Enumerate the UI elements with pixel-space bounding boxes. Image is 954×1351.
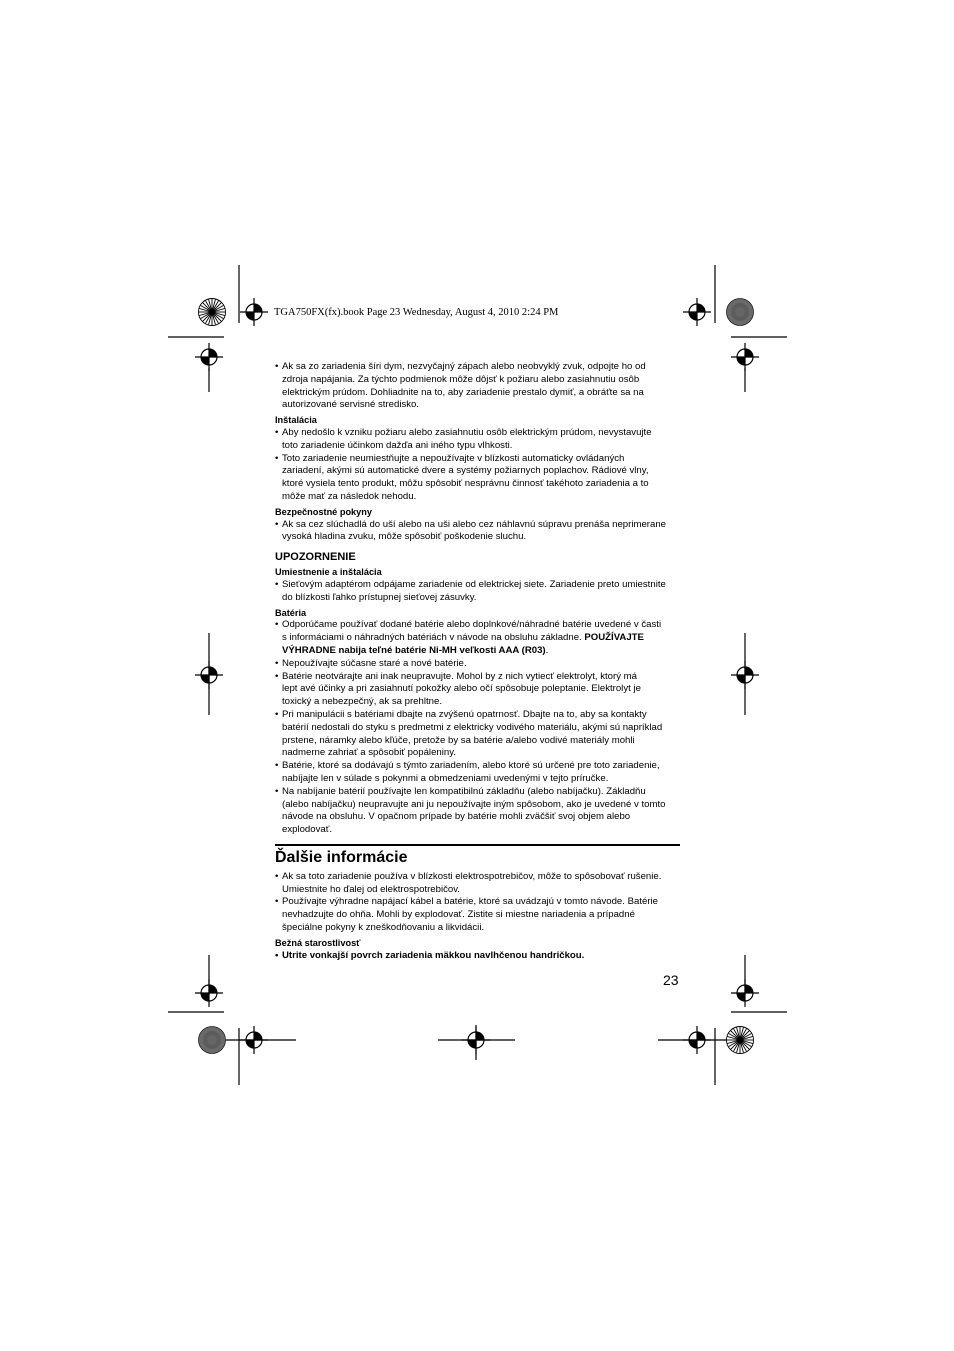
text-line: Aby nedošlo k vzniku požiaru alebo zasiahnutiu osôb elektrickým prúdom, nevystavujte	[282, 426, 652, 438]
care-list	[275, 950, 680, 963]
list-item	[275, 453, 680, 504]
text-line: Na nabíjanie batérií používajte len kompatibilnú základňu (alebo nabíjačku). Základňu	[282, 785, 646, 797]
text-line: Nepoužívajte súčasne staré a nové batérie.	[282, 657, 467, 669]
text-line	[282, 632, 680, 645]
bullet: •	[275, 426, 279, 438]
bullet: •	[275, 896, 279, 908]
list-item	[275, 519, 680, 545]
text-line: Batérie, ktoré sa dodávajú s týmto zariadením, alebo ktoré sú určené pre toto zariadenie,	[282, 760, 660, 772]
text-line: Ak sa toto zariadenie používa v blízkosti elektrospotrebičov, môže to spôsobovať rušenie.	[282, 870, 662, 882]
text-line: špeciálne pokyny k zneškodňovaniu a likvidácii.	[282, 922, 485, 934]
page-content	[275, 361, 680, 962]
text-line: toto zariadenie účinkom dažďa ani iného typu vlhkosti.	[282, 439, 513, 451]
text-line: zdroja napájania. Za týchto podmienok môže dôjsť k požiaru alebo zasiahnutiu osôb	[282, 373, 640, 385]
text-line: Batérie neotvárajte ani inak neupravujte. Mohol by z nich vytiecť elektrolyt, ktorý má	[282, 670, 638, 682]
intro-warning	[275, 361, 680, 412]
text-line: Sieťovým adaptérom odpájame zariadenie od elektrickej siete. Zariadenie preto umiestnite	[282, 578, 666, 590]
bullet: •	[275, 518, 279, 530]
text-line: môže mať za následok nehodu.	[282, 490, 417, 502]
subheading-safety: Bezpečnostné pokyny	[275, 506, 373, 517]
text-line: autorizované servisné stredisko.	[282, 399, 420, 411]
list-item	[275, 658, 680, 671]
battery-list	[275, 619, 680, 837]
list-item	[275, 427, 680, 453]
more-info-list	[275, 871, 680, 935]
list-item	[275, 950, 680, 963]
text-line: Toto zariadenie neumiestňujte a nepoužívajte v blízkosti automaticky ovládaných	[282, 452, 625, 464]
text-line: lept avé účinky a pri zasiahnutí pokožky alebo očí spôsobuje poleptanie. Elektrolyt je	[282, 683, 641, 695]
text-line: (alebo nabíjačku) neupravujte ani ju nepoužívajte iným spôsobom, ako je uvedené v tomto	[282, 798, 666, 810]
page-number: 23	[663, 972, 679, 988]
text-run: s informáciami o náhradných batériách v návode na obsluhu základne.	[282, 632, 585, 644]
text-line	[282, 645, 680, 658]
bullet: •	[275, 670, 279, 682]
subheading-placement: Umiestnenie a inštalácia	[275, 567, 382, 578]
caution-heading: UPOZORNENIE	[275, 551, 356, 564]
bullet: •	[275, 708, 279, 720]
bullet: •	[275, 760, 279, 772]
text-line: nevhadzujte do ohňa. Mohli by explodovať. Zistite si miestne nariadenia a prípadné	[282, 909, 635, 921]
text-line: Ak sa cez slúchadlá do uší alebo na uši alebo cez náhlavnú súpravu prenáša neprimerane	[282, 518, 666, 530]
bullet: •	[275, 619, 279, 631]
subheading-installation: Inštalácia	[275, 415, 317, 426]
text-line: prstene, náramky alebo kľúče, pretože by sa batérie a/alebo vodivé materiály mohli	[282, 734, 635, 746]
bullet: •	[275, 657, 279, 669]
text-line: Pri manipulácii s batériami dbajte na zvýšenú opatrnosť. Dbajte na to, aby sa kontakty	[282, 708, 647, 720]
text-line: do blízkosti ľahko prístupnej sieťovej zásuvky.	[282, 591, 477, 603]
text-line: nadmerne zahriať a spôsobiť popáleniny.	[282, 747, 456, 759]
bold-run: VÝHRADNE nabija teľné batérie Ni-MH veľkosti AAA (R03)	[282, 644, 546, 656]
text-line: Umiestnite ho ďalej od elektrospotrebičov.	[282, 883, 460, 895]
text-line: Odporúčame používať dodané batérie alebo doplnkové/náhradné batérie uvedené v časti	[282, 619, 662, 631]
bullet: •	[275, 361, 279, 372]
list-item	[275, 871, 680, 897]
safety-list	[275, 519, 680, 545]
text-line: toxický a nebezpečný, ak sa prehltne.	[282, 696, 442, 708]
text-line: Utrite vonkajší povrch zariadenia mäkkou navlhčenou handričkou.	[282, 949, 585, 961]
bullet: •	[275, 949, 279, 961]
text-line: explodovať.	[282, 824, 333, 836]
list-item	[275, 760, 680, 786]
text-line: Používajte výhradne napájací kábel a batérie, ktoré sa uvádzajú v tomto návode. Batérie	[282, 896, 658, 908]
text-line: nabíjajte len v súlade s pokynmi a obmedzeniami uvedenými v tejto príručke.	[282, 772, 609, 784]
list-item	[275, 619, 680, 657]
list-item	[275, 361, 680, 412]
text-line: elektrickým prúdom. Dohliadnite na to, aby zariadenie prestalo dymiť, a obráťte sa na	[282, 386, 644, 398]
bullet: •	[275, 870, 279, 882]
section-title: Ďalšie informácie	[275, 848, 408, 866]
section-divider	[275, 844, 680, 846]
text-line: batérií nedostali do styku s predmetmi z elektricky vodivého materiálu, akými sú napríklad	[282, 721, 663, 733]
installation-list	[275, 427, 680, 504]
list-item	[275, 786, 680, 837]
text-line: zariadení, akými sú automatické dvere a systémy požiarnych poplachov. Rádiové vlny,	[282, 465, 649, 477]
text-run: .	[545, 644, 549, 656]
list-item	[275, 671, 680, 709]
list-item	[275, 896, 680, 934]
bullet: •	[275, 785, 279, 797]
text-line: ktoré vysiela tento produkt, môžu spôsobiť nesprávnu činnosť takéhoto zariadenia a to	[282, 478, 649, 490]
text-line: Ak sa zo zariadenia šíri dym, nezvyčajný zápach alebo neobvyklý zvuk, odpojte ho od	[282, 361, 646, 372]
bullet: •	[275, 452, 279, 464]
placement-list	[275, 579, 680, 605]
list-item	[275, 709, 680, 760]
text-line: vysoká hladina zvuku, môže spôsobiť poškodenie sluchu.	[282, 531, 527, 543]
bold-run: POUŽÍVAJTE	[584, 632, 644, 644]
text-line: návode na obsluhu. V opačnom prípade by batérie mohli zväčšiť svoj objem alebo	[282, 811, 631, 823]
subheading-care: Bežná starostlivosť	[275, 937, 361, 948]
bullet: •	[275, 578, 279, 590]
book-header: TGA750FX(fx).book Page 23 Wednesday, August 4, 2010 2:24 PM	[274, 307, 559, 318]
list-item	[275, 579, 680, 605]
subheading-battery: Batéria	[275, 607, 307, 618]
